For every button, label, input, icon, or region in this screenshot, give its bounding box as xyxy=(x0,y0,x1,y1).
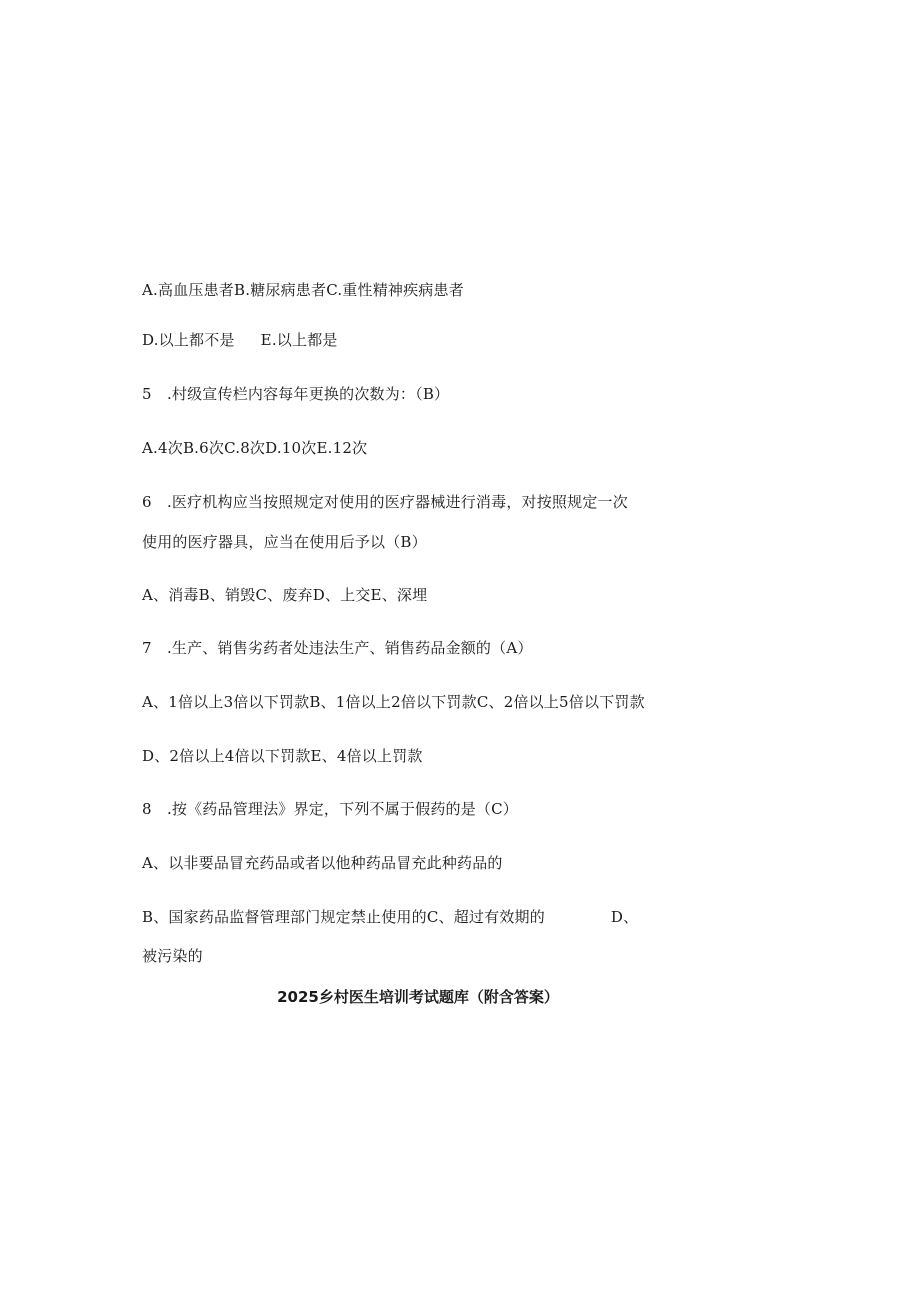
q8-option-a xyxy=(142,853,503,873)
document-title: 2025乡村医生培训考试题库（附含答案） xyxy=(277,988,559,1006)
text: 6 .医疗机构应当按照规定对使用的医疗器械进行消毒，对按照规定一次 xyxy=(142,493,628,511)
text: A、以非要品冒充药品或者以他种药品冒充此种药品的 xyxy=(142,854,503,872)
text: 被污染的 xyxy=(142,947,203,965)
q7-options-line-2 xyxy=(142,746,423,766)
question-6-line-1 xyxy=(142,492,628,512)
text: B、国家药品监督管理部门规定禁止使用的C、超过有效期的 xyxy=(142,908,545,926)
option-e: E.以上都是 xyxy=(260,331,338,349)
option-d: D、 xyxy=(610,908,639,926)
text: A.4次B.6次C.8次D.10次E.12次 xyxy=(142,439,368,457)
text: A、1倍以上3倍以下罚款B、1倍以上2倍以下罚款C、2倍以上5倍以下罚款 xyxy=(142,693,645,711)
text: 5 .村级宣传栏内容每年更换的次数为：（B） xyxy=(142,385,450,403)
text: D、2倍以上4倍以下罚款E、4倍以上罚款 xyxy=(142,747,423,765)
text: 8 .按《药品管理法》界定，下列不属于假药的是（C） xyxy=(142,800,518,818)
text: A.高血压患者B.糖尿病患者C.重性精神疾病患者 xyxy=(142,281,464,299)
text: 7 .生产、销售劣药者处违法生产、销售药品金额的（A） xyxy=(142,639,533,657)
question-5 xyxy=(142,384,449,404)
question-7 xyxy=(142,638,533,658)
text: 使用的医疗器具，应当在使用后予以（B） xyxy=(142,533,427,551)
q8-option-d-continued xyxy=(142,946,203,966)
option-d: D.以上都不是 xyxy=(142,331,235,349)
q8-options-bcd xyxy=(142,907,638,927)
q6-options xyxy=(142,585,427,605)
q5-options xyxy=(142,438,367,458)
q4-options-line-1 xyxy=(142,280,464,300)
q7-options-line-1 xyxy=(142,692,645,712)
text: A、消毒B、销毁C、废弃D、上交E、深埋 xyxy=(142,586,428,604)
q4-options-line-2 xyxy=(142,330,338,350)
question-6-line-2 xyxy=(142,532,427,552)
question-8 xyxy=(142,799,518,819)
